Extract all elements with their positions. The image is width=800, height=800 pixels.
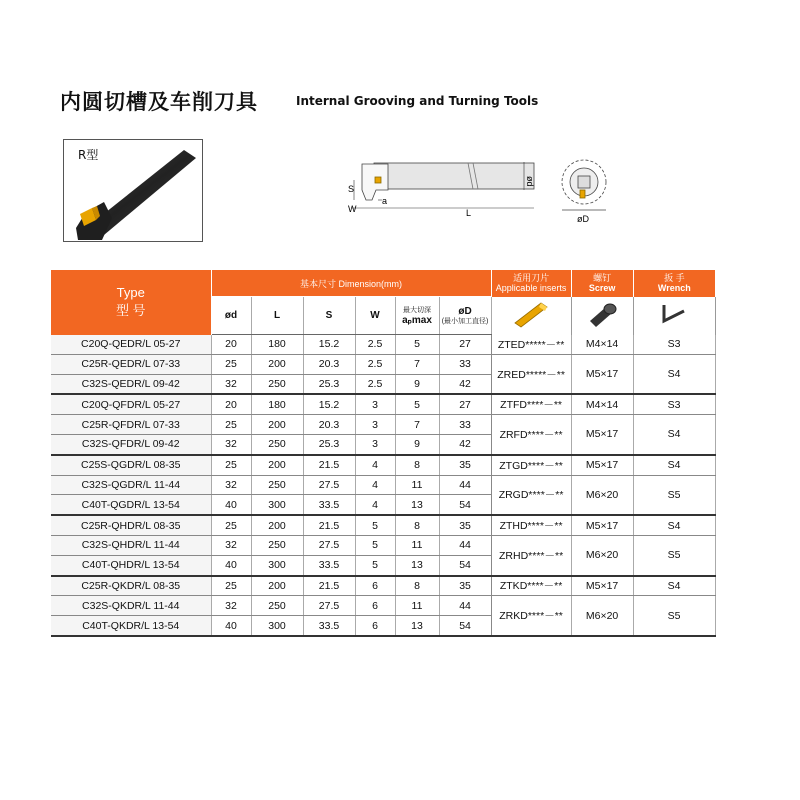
page-title-en: Internal Grooving and Turning Tools <box>296 94 539 108</box>
cell-d: 27 <box>439 394 491 414</box>
header-type <box>51 270 211 335</box>
spec-table <box>51 270 716 637</box>
cell-d: 35 <box>439 455 491 475</box>
cell-s: 27.5 <box>303 596 355 616</box>
cell-w: 4 <box>355 475 395 495</box>
tool-photo <box>63 139 203 242</box>
cell-screw: M4×14 <box>571 335 633 355</box>
table-row <box>51 475 715 495</box>
cell-l: 200 <box>251 354 303 374</box>
cell-s: 20.3 <box>303 415 355 435</box>
header-insert-en: Applicable inserts <box>495 283 567 294</box>
cell-d: 35 <box>439 515 491 535</box>
dim-a-label: a <box>382 196 388 206</box>
cell-wrench: S5 <box>633 596 715 636</box>
cell-a: 7 <box>395 415 439 435</box>
cell-screw: M6×20 <box>571 535 633 575</box>
cell-s: 15.2 <box>303 394 355 414</box>
header-dimension: 基本尺寸 Dimension(mm) <box>211 270 491 297</box>
cell-d: 25 <box>211 415 251 435</box>
cell-screw: M5×17 <box>571 455 633 475</box>
cell-screw: M6×20 <box>571 475 633 515</box>
cell-l: 250 <box>251 374 303 394</box>
cell-a: 9 <box>395 374 439 394</box>
cell-a: 5 <box>395 335 439 355</box>
table-row <box>51 415 715 435</box>
header-screw <box>571 270 633 297</box>
cell-d: 35 <box>439 576 491 596</box>
table-row <box>51 515 715 535</box>
cell-d: 20 <box>211 394 251 414</box>
cell-s: 27.5 <box>303 535 355 555</box>
cell-d: 54 <box>439 495 491 515</box>
cell-d: 32 <box>211 434 251 454</box>
cell-wrench: S4 <box>633 354 715 394</box>
cell-w: 3 <box>355 415 395 435</box>
col-l-header: L <box>251 297 303 335</box>
header-insert-cn: 适用刀片 <box>513 273 550 284</box>
cell-type: C25S-QGDR/L 08-35 <box>51 455 211 475</box>
cell-s: 15.2 <box>303 335 355 355</box>
cell-l: 300 <box>251 555 303 575</box>
table-row <box>51 335 715 355</box>
cell-a: 8 <box>395 455 439 475</box>
col-s-header: S <box>303 297 355 335</box>
cell-d: 20 <box>211 335 251 355</box>
col-a-label: aₚmax <box>402 314 432 326</box>
dim-s-label: S <box>348 184 355 194</box>
cell-a: 13 <box>395 495 439 515</box>
cell-a: 8 <box>395 515 439 535</box>
table-row <box>51 354 715 374</box>
cell-d: 25 <box>211 576 251 596</box>
cell-type: C25R-QKDR/L 08-35 <box>51 576 211 596</box>
cell-l: 200 <box>251 455 303 475</box>
cell-d: 44 <box>439 535 491 555</box>
cell-type: C40T-QKDR/L 13-54 <box>51 616 211 636</box>
cell-insert: ZRFD****－** <box>491 415 571 455</box>
table-body <box>51 335 715 636</box>
table-row <box>51 455 715 475</box>
cell-s: 33.5 <box>303 495 355 515</box>
cell-d: 54 <box>439 616 491 636</box>
cell-w: 2.5 <box>355 354 395 374</box>
col-a-header <box>395 297 439 335</box>
cell-w: 5 <box>355 555 395 575</box>
cell-s: 21.5 <box>303 455 355 475</box>
header-insert <box>491 270 571 297</box>
cell-a: 8 <box>395 576 439 596</box>
header-wrench <box>633 270 715 297</box>
page-title-cn: 内圆切槽及车削刀具 <box>60 90 258 114</box>
col-d-header: ød <box>211 297 251 335</box>
cell-w: 6 <box>355 616 395 636</box>
cell-type: C32S-QFDR/L 09-42 <box>51 434 211 454</box>
cell-insert: ZTGD****－** <box>491 455 571 475</box>
cell-d: 33 <box>439 354 491 374</box>
screw-image <box>584 299 620 329</box>
dim-w-label: W <box>348 204 357 214</box>
cell-l: 250 <box>251 475 303 495</box>
photo-type-label: R型 <box>78 148 99 162</box>
cell-insert: ZTHD****－** <box>491 515 571 535</box>
cell-wrench: S5 <box>633 475 715 515</box>
cell-d: 44 <box>439 596 491 616</box>
table-row <box>51 596 715 616</box>
cell-s: 33.5 <box>303 555 355 575</box>
cell-d: 25 <box>211 354 251 374</box>
cell-screw: M6×20 <box>571 596 633 636</box>
cell-d: 40 <box>211 616 251 636</box>
cell-wrench: S4 <box>633 455 715 475</box>
cell-insert: ZRHD****－** <box>491 535 571 575</box>
cell-d: 44 <box>439 475 491 495</box>
cell-type: C25R-QFDR/L 07-33 <box>51 415 211 435</box>
cell-w: 2.5 <box>355 374 395 394</box>
cell-wrench: S3 <box>633 394 715 414</box>
dim-bigd-label: øD <box>577 214 589 224</box>
cell-wrench: S3 <box>633 335 715 355</box>
cell-d: 40 <box>211 555 251 575</box>
cell-d: 33 <box>439 415 491 435</box>
table-row <box>51 576 715 596</box>
cell-d: 25 <box>211 455 251 475</box>
cell-d: 42 <box>439 434 491 454</box>
cell-w: 5 <box>355 535 395 555</box>
cell-a: 9 <box>395 434 439 454</box>
cell-wrench: S4 <box>633 415 715 455</box>
screw-icon <box>571 297 633 335</box>
cell-screw: M5×17 <box>571 576 633 596</box>
cell-type: C25R-QHDR/L 08-35 <box>51 515 211 535</box>
cell-l: 200 <box>251 515 303 535</box>
header-wrench-en: Wrench <box>657 283 691 294</box>
table-row <box>51 394 715 414</box>
cell-l: 200 <box>251 576 303 596</box>
cell-type: C40T-QGDR/L 13-54 <box>51 495 211 515</box>
cell-s: 27.5 <box>303 475 355 495</box>
cell-d: 32 <box>211 475 251 495</box>
cell-wrench: S4 <box>633 576 715 596</box>
cell-a: 5 <box>395 394 439 414</box>
cell-w: 3 <box>355 394 395 414</box>
cell-insert: ZTKD****－** <box>491 576 571 596</box>
dim-d-label: ød <box>525 176 535 187</box>
cell-type: C32S-QGDR/L 11-44 <box>51 475 211 495</box>
cell-type: C20Q-QEDR/L 05-27 <box>51 335 211 355</box>
cell-type: C32S-QKDR/L 11-44 <box>51 596 211 616</box>
cell-screw: M5×17 <box>571 354 633 394</box>
cell-a: 13 <box>395 555 439 575</box>
cell-w: 6 <box>355 596 395 616</box>
cell-insert: ZRED*****－** <box>491 354 571 394</box>
insert-icon <box>491 297 571 335</box>
cell-l: 300 <box>251 616 303 636</box>
cell-a: 13 <box>395 616 439 636</box>
header-screw-cn: 螺钉 <box>593 273 612 284</box>
cell-l: 200 <box>251 415 303 435</box>
header-type-en: Type <box>116 285 145 301</box>
cell-type: C32S-QHDR/L 11-44 <box>51 535 211 555</box>
cell-s: 25.3 <box>303 434 355 454</box>
cell-s: 33.5 <box>303 616 355 636</box>
cell-d: 42 <box>439 374 491 394</box>
technical-drawing <box>348 150 620 226</box>
col-w-header: W <box>355 297 395 335</box>
col-bigd-cn: (最小加工直径) <box>441 317 489 325</box>
dim-l-label: L <box>466 208 472 218</box>
cell-s: 20.3 <box>303 354 355 374</box>
cell-type: C32S-QEDR/L 09-42 <box>51 374 211 394</box>
cell-l: 250 <box>251 434 303 454</box>
cell-l: 180 <box>251 394 303 414</box>
cell-screw: M4×14 <box>571 394 633 414</box>
cell-s: 21.5 <box>303 515 355 535</box>
cell-l: 250 <box>251 535 303 555</box>
wrench-icon <box>633 297 715 335</box>
cell-a: 7 <box>395 354 439 374</box>
cell-a: 11 <box>395 535 439 555</box>
cell-d: 27 <box>439 335 491 355</box>
cell-screw: M5×17 <box>571 515 633 535</box>
col-bigd-label: øD <box>458 305 472 317</box>
cell-insert: ZTFD****－** <box>491 394 571 414</box>
cell-l: 180 <box>251 335 303 355</box>
cell-w: 3 <box>355 434 395 454</box>
cell-l: 250 <box>251 596 303 616</box>
cell-d: 25 <box>211 515 251 535</box>
cell-screw: M5×17 <box>571 415 633 455</box>
wrench-image <box>656 299 692 329</box>
cell-d: 32 <box>211 535 251 555</box>
cell-wrench: S4 <box>633 515 715 535</box>
col-a-cn: 最大切深 <box>403 306 431 314</box>
cell-d: 32 <box>211 596 251 616</box>
cell-d: 32 <box>211 374 251 394</box>
header-wrench-cn: 扳 手 <box>664 273 685 284</box>
cell-wrench: S5 <box>633 535 715 575</box>
table-row <box>51 535 715 555</box>
cell-w: 2.5 <box>355 335 395 355</box>
header-type-cn: 型 号 <box>115 303 146 319</box>
cell-insert: ZRKD****－** <box>491 596 571 636</box>
insert-image <box>511 299 551 329</box>
cell-a: 11 <box>395 596 439 616</box>
cell-insert: ZTED*****－** <box>491 335 571 355</box>
cell-w: 4 <box>355 455 395 475</box>
cell-a: 11 <box>395 475 439 495</box>
tool-photo-image <box>64 140 202 241</box>
cell-type: C20Q-QFDR/L 05-27 <box>51 394 211 414</box>
cell-s: 21.5 <box>303 576 355 596</box>
cell-w: 5 <box>355 515 395 535</box>
cell-w: 6 <box>355 576 395 596</box>
cell-type: C25R-QEDR/L 07-33 <box>51 354 211 374</box>
col-bigd-header <box>439 297 491 335</box>
cell-s: 25.3 <box>303 374 355 394</box>
header-screw-en: Screw <box>588 283 616 294</box>
cell-l: 300 <box>251 495 303 515</box>
cell-w: 4 <box>355 495 395 515</box>
cell-insert: ZRGD****－** <box>491 475 571 515</box>
cell-type: C40T-QHDR/L 13-54 <box>51 555 211 575</box>
cell-d: 54 <box>439 555 491 575</box>
cell-d: 40 <box>211 495 251 515</box>
